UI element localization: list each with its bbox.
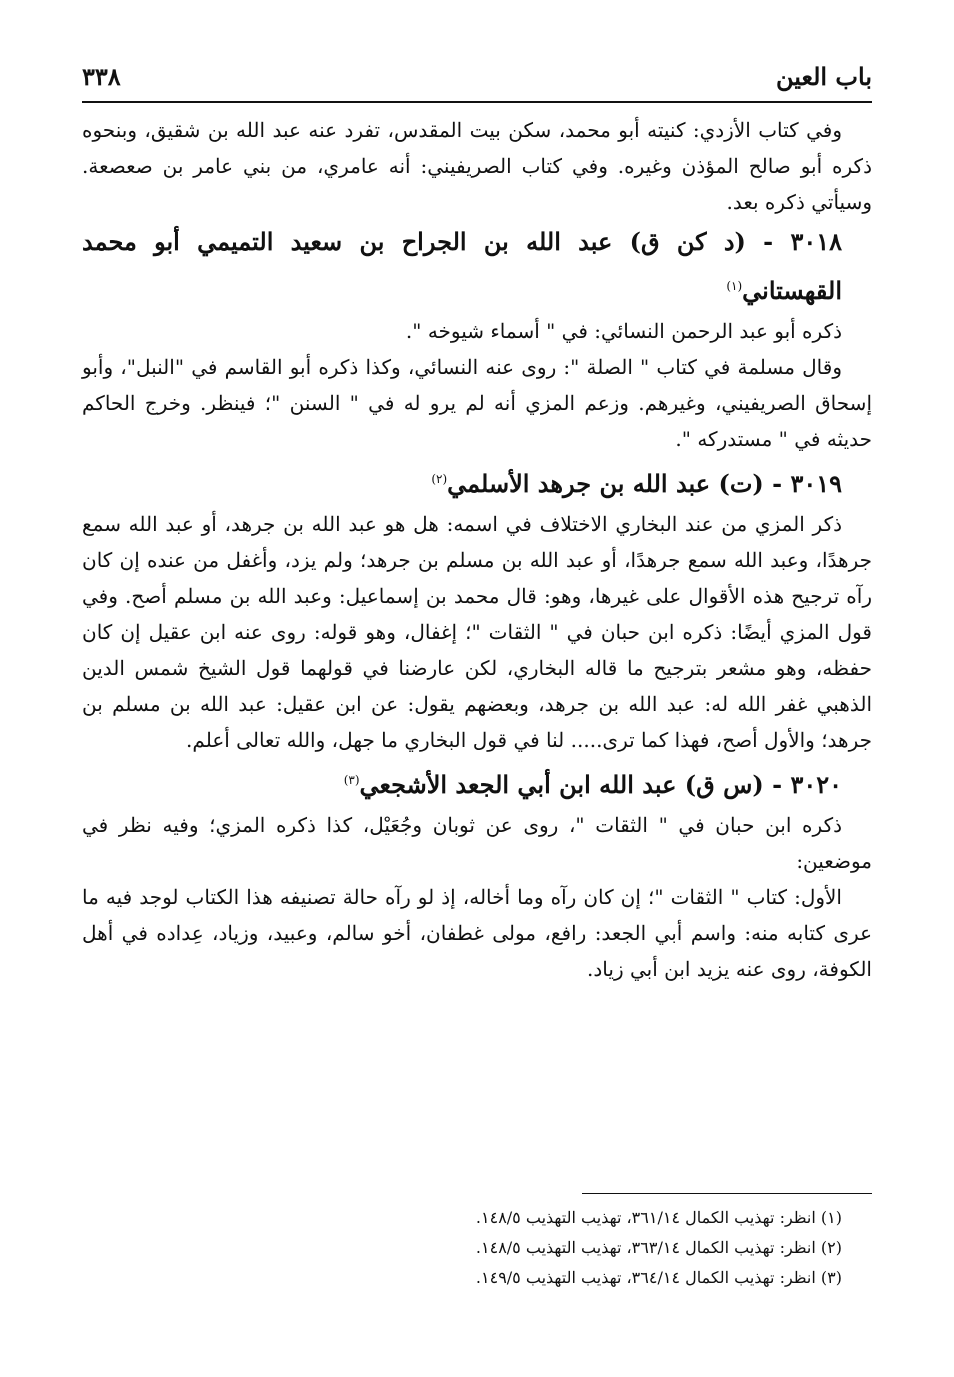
entry-heading-text: ٣٠١٩ - (ت) عبد الله بن جرهد الأسلمي (447, 469, 842, 498)
paragraph: وفي كتاب الأزدي: كنيته أبو محمد، سكن بيت المقدس، تفرد عنه عبد الله بن شقيق، وبنحوه ذكره أبو صالح المؤذن وغيره. وفي كتاب الصريفيني: أنه عامري، من بني عامر بن صعصعة. وسيأتي ذكره بعد. (82, 118, 872, 214)
paragraph: الأول: كتاب " الثقات "؛ إن كان رآه وما أخاله، إذ لو رآه حالة تصنيفه هذا الكتاب لوجد فيه ما عرى كتابه منه: واسم أبي الجعد: رافع، مولى غطفان، أخو سالم، وعبيد، وزياد، عِداده في أهل الكوفة، روى عنه يزيد ابن أبي زياد. (82, 885, 872, 981)
main-text (82, 112, 872, 987)
header-divider (82, 101, 872, 103)
footnote: (١) انظر: تهذيب الكمال ٣٦١/١٤، تهذيب التهذيب ١٤٨/٥. (475, 1208, 842, 1227)
page (82, 0, 872, 1377)
entry-heading-3020 (82, 758, 872, 807)
paragraph: ذكر المزي من عند البخاري الاختلاف في اسمه: هل هو عبد الله بن جرهد، أو عبد الله سمع جرهدًا، وعبد الله سمع جرهدًا، أو عبد الله بن مسلم بن جرهد؛ ولم يزد، وأغفل من عنده إن كان رآه ترجيح هذه الأقوال على غيرها، وهو: قال محمد بن إسماعيل: وعبد الله بن مسلم أصح. وفي قول المزي أيضًا: ذكره ابن حبان في " الثقات "؛ إغفال، وهو قوله: روى عنه ابن عقيل إن كان حفظه، وهو مشعر بترجيح ما قاله البخاري، لكن عارضنا في قولهما قول الشيخ شمس الدين الذهبي غفر الله له: عبد الله بن جرهد، وبعضهم يقول: عن ابن عقيل: عبد الله بن مسلم بن جرهد؛ والأول أصح، فهذا كما ترى..... لنا في قول البخاري ما جهل، والله تعالى أعلم. (82, 512, 872, 752)
footnote: (٣) انظر: تهذيب الكمال ٣٦٤/١٤، تهذيب التهذيب ١٤٩/٥. (475, 1268, 842, 1287)
footnotes (82, 1203, 872, 1293)
running-header (82, 62, 872, 102)
paragraph: ذكره ابن حبان في " الثقات "، روى عن ثوبان وجُعَيْل، كذا ذكره المزي؛ وفيه نظر في موضعين: (82, 813, 872, 873)
entry-heading-3018 (82, 220, 872, 313)
paragraph: ذكره أبو عبد الرحمن النسائي: في " أسماء شيوخه ". (405, 319, 842, 343)
paragraph: وقال مسلمة في كتاب " الصلة ": روى عنه النسائي، وكذا ذكره أبو القاسم في "النبل"، وأبو إسحاق الصريفيني، وغيرهم. وزعم المزي أنه لم يرو له في " السنن "؛ فينظر. وخرج الحاكم حديثه في " مستدركه ". (82, 355, 872, 451)
footnote: (٢) انظر: تهذيب الكمال ٣٦٣/١٤، تهذيب التهذيب ١٤٨/٥. (475, 1238, 842, 1257)
entry-heading-text: ٣٠١٨ - (د كن ق) عبد الله بن الجراح بن سعيد التميمي أبو محمد القهستاني (82, 227, 842, 305)
footnote-divider (582, 1193, 872, 1194)
entry-heading-text: ٣٠٢٠ - (س ق) عبد الله ابن أبي الجعد الأشجعي (359, 770, 842, 799)
footnote-ref: (٣) (343, 773, 360, 787)
chapter-title: باب العين (775, 62, 872, 91)
page-number: ٣٣٨ (82, 62, 121, 91)
footnote-ref: (١) (726, 279, 743, 293)
entry-heading-3019 (82, 457, 872, 506)
footnote-ref: (٢) (431, 472, 448, 486)
